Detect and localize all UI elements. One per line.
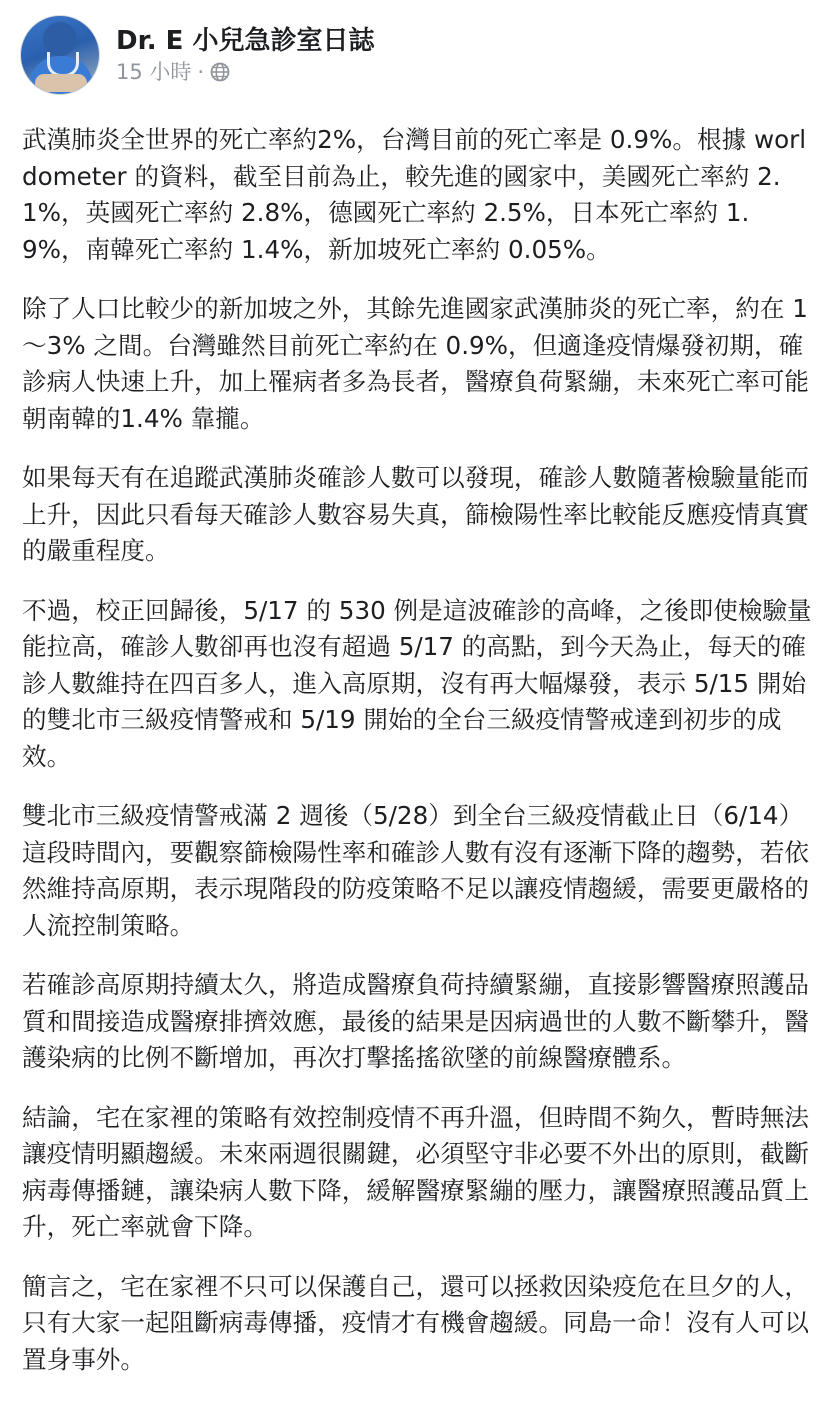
post-paragraph-5: 雙北市三級疫情警戒滿 2 週後（5/28）到全台三級疫情截止日（6/14）這段時間內，要觀察篩檢陽性率和確診人數有沒有逐漸下降的趨勢，若依然維持高原期，表示現階段的防疫策略不足以讓疫情趨緩，需要更嚴格的人流控制策略。	[22, 801, 810, 940]
post-body	[22, 122, 812, 1401]
meta-separator: ·	[197, 60, 205, 84]
post-paragraph-4: 不過，校正回歸後，5/17 的 530 例是這波確診的高峰，之後即使檢驗量能拉高，確診人數卻再也沒有超過 5/17 的高點，到今天為止，每天的確診人數維持在四百多人，進入高原期，沒有再大幅爆發，表示 5/15 開始的雙北市三級疫情警戒和 5/19 開始的全台三級疫情警戒達到初步的成效。	[22, 595, 812, 771]
post-header	[20, 10, 374, 100]
page-name-link[interactable]: Dr. E 小兒急診室日誌	[116, 26, 375, 56]
globe-icon[interactable]	[210, 62, 230, 82]
post-paragraph-1: 武漢肺炎全世界的死亡率約2%，台灣目前的死亡率是 0.9%。根據 worldometer 的資料，截至目前為止，較先進的國家中，美國死亡率約 2.1%，英國死亡率約 2.8%，德國死亡率約 2.5%，日本死亡率約 1.9%，南韓死亡率約 1.4%，新加坡死亡率約 0.05%。	[22, 125, 807, 264]
avatar[interactable]	[20, 15, 100, 95]
post-meta	[116, 59, 374, 85]
post-timestamp[interactable]: 15 小時	[116, 60, 192, 84]
post-paragraph-7: 結論，宅在家裡的策略有效控制疫情不再升溫，但時間不夠久，暫時無法讓疫情明顯趨緩。未來兩週很關鍵，必須堅守非必要不外出的原則，截斷病毒傳播鏈，讓染病人數下降，緩解醫療緊繃的壓力，讓醫療照護品質上升，死亡率就會下降。	[22, 1102, 810, 1241]
post-paragraph-2: 除了人口比較少的新加坡之外，其餘先進國家武漢肺炎的死亡率，約在 1～3% 之間。台灣雖然目前死亡率約在 0.9%，但適逢疫情爆發初期，確診病人快速上升，加上罹病者多為長者，醫療負荷緊繃，未來死亡率可能朝南韓的1.4% 靠攏。	[22, 294, 810, 433]
post-paragraph-6: 若確診高原期持續太久，將造成醫療負荷持續緊繃，直接影響醫療照護品質和間接造成醫療排擠效應，最後的結果是因病過世的人數不斷攀升，醫護染病的比例不斷增加，再次打擊搖搖欲墜的前線醫療體系。	[22, 970, 810, 1072]
post-paragraph-3: 如果每天有在追蹤武漢肺炎確診人數可以發現，確診人數隨著檢驗量能而上升，因此只看每天確診人數容易失真，篩檢陽性率比較能反應疫情真實的嚴重程度。	[22, 463, 810, 565]
post-paragraph-8: 簡言之，宅在家裡不只可以保護自己，還可以拯救因染疫危在旦夕的人，只有大家一起阻斷病毒傳播，疫情才有機會趨緩。同島一命！沒有人可以置身事外。	[22, 1271, 810, 1374]
post-header-text	[116, 25, 374, 85]
